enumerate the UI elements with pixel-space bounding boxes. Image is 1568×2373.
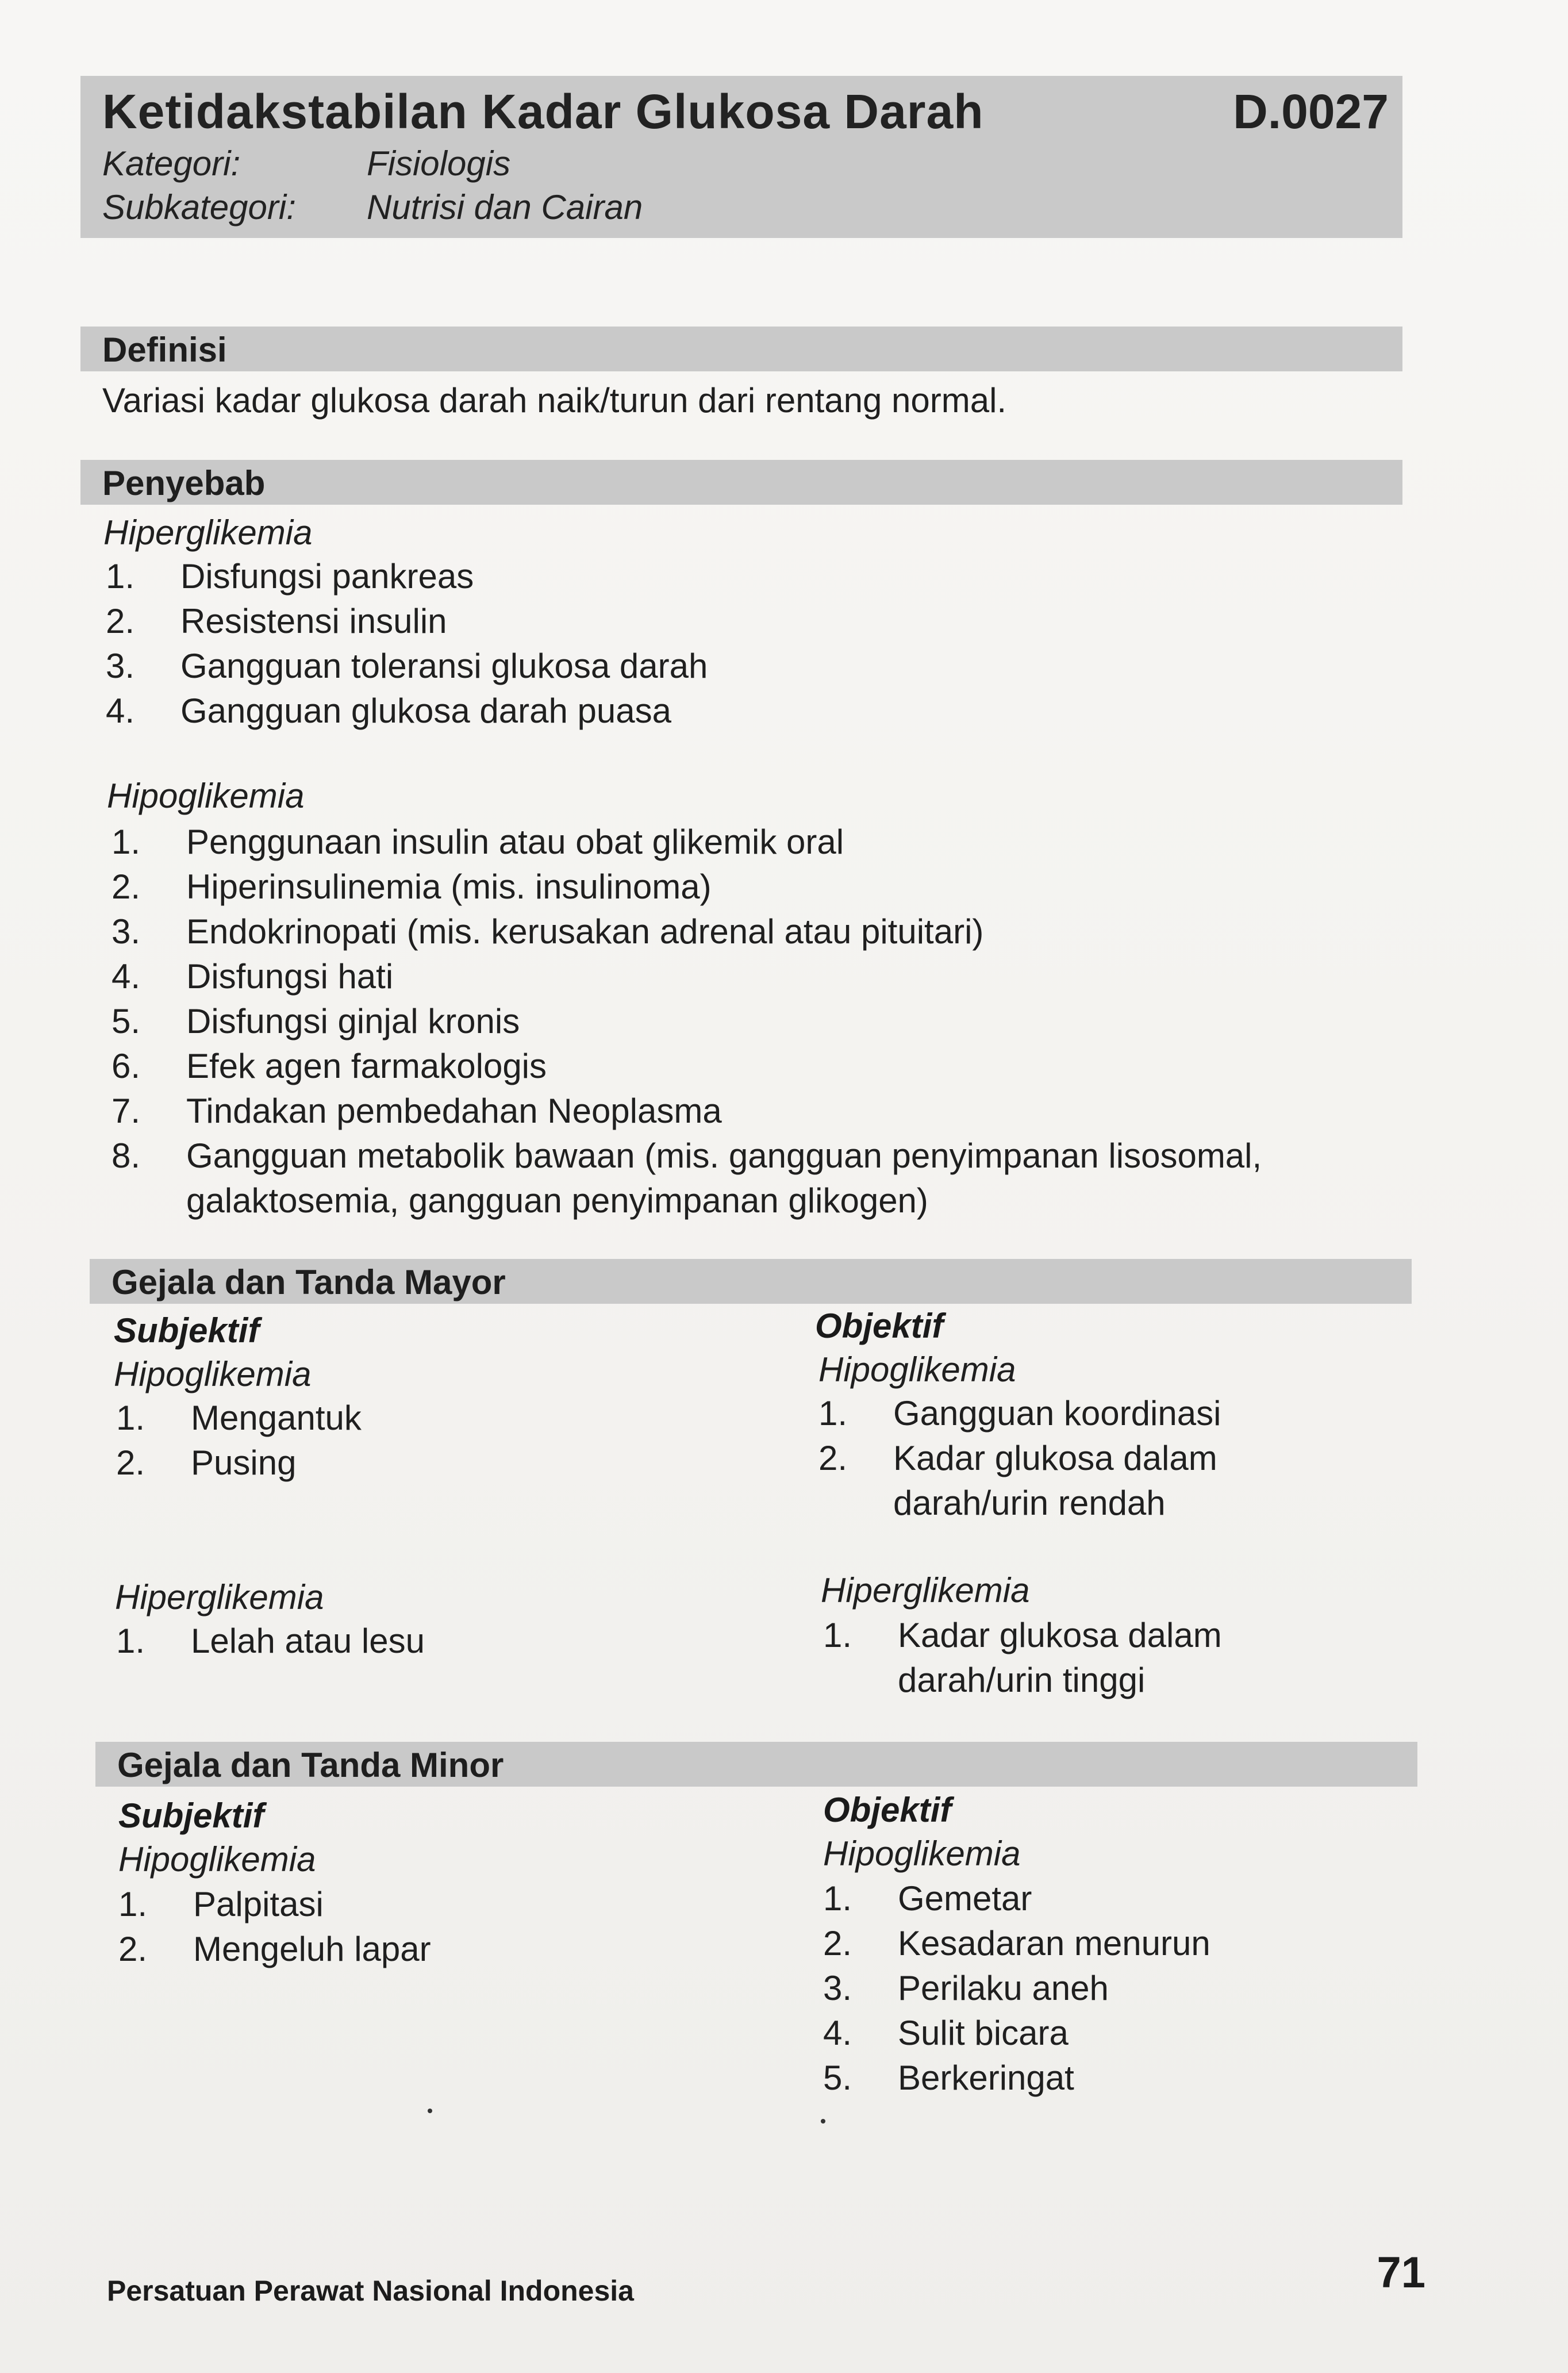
list-item [112,954,1262,999]
list-item-text: Lelah atau lesu [191,1622,425,1660]
list-item [116,1441,362,1485]
list-item-number: 1. [823,1616,852,1654]
subkategori-value: Nutrisi dan Cairan [367,188,643,226]
page-number: 71 [1377,2248,1425,2297]
list-item [112,820,1262,865]
mayor-subj-hipo-label: Hipoglikemia [114,1355,312,1393]
mayor-bar [90,1259,1412,1304]
list-item [116,1396,362,1441]
list-item-number: 2. [818,1439,848,1477]
list-item-number: 3. [112,912,141,951]
diagnosis-title: Ketidakstabilan Kadar Glukosa Darah [102,85,984,139]
list-item-number: 3. [106,647,135,685]
list-item-text: Gangguan metabolik bawaan (mis. gangguan penyimpanan lisosomal, galaktosemia, gangguan penyimpanan glikogen) [186,1136,1262,1220]
print-speck [821,2119,825,2124]
definisi-bar [80,327,1402,371]
list-item [106,644,708,689]
list-item-text: Gemetar [898,1879,1032,1918]
list-item-number: 1. [116,1622,145,1660]
print-speck [428,2109,432,2113]
list-item [118,1927,431,1972]
list-item-number: 1. [112,823,141,861]
penyebab-hiperglikemia-label: Hiperglikemia [103,513,313,552]
minor-objektif-label: Objektif [823,1791,952,1829]
list-item-text: Pusing [191,1443,297,1482]
list-item [112,1044,1262,1089]
list-item-number: 5. [823,2059,852,2097]
mayor-obj-hipo-label: Hipoglikemia [818,1350,1016,1389]
list-item [818,1436,1221,1526]
list-item-text: Gangguan koordinasi [893,1394,1221,1433]
minor-subjektif-label: Subjektif [118,1796,264,1835]
list-item [112,1134,1262,1223]
mayor-subj-hiper-label: Hiperglikemia [115,1578,324,1616]
list-item-text: Kadar glukosa dalam darah/urin rendah [893,1439,1217,1522]
diagnosis-code: D.0027 [1233,85,1389,139]
subkategori-label: Subkategori: [102,188,296,226]
list-item-text: Efek agen farmakologis [186,1047,547,1085]
definisi-text: Variasi kadar glukosa darah naik/turun dari rentang normal. [102,381,1007,420]
mayor-obj-hiper-list [823,1613,1222,1703]
mayor-subjektif-label: Subjektif [114,1311,260,1350]
list-item-text: Palpitasi [193,1885,324,1923]
kategori-label: Kategori: [102,144,241,183]
list-item-number: 4. [106,692,135,730]
list-item-number: 1. [118,1885,148,1923]
list-item-text: Kadar glukosa dalam darah/urin tinggi [898,1616,1222,1699]
list-item [823,1613,1222,1703]
list-item [112,909,1262,954]
minor-heading: Gejala dan Tanda Minor [117,1746,504,1784]
subkategori-row [102,187,643,227]
list-item-text: Mengeluh lapar [193,1930,431,1968]
list-item [823,1876,1210,1921]
list-item-text: Sulit bicara [898,2014,1069,2052]
list-item-number: 4. [823,2014,852,2052]
list-item [116,1619,425,1664]
publisher-name: Persatuan Perawat Nasional Indonesia [107,2275,634,2307]
list-item-number: 1. [823,1879,852,1918]
list-item-number: 7. [112,1092,141,1130]
list-item-text: Disfungsi pankreas [180,557,474,596]
list-item [118,1882,431,1927]
penyebab-hipoglikemia-list [112,820,1262,1223]
mayor-heading: Gejala dan Tanda Mayor [112,1263,506,1301]
list-item-number: 5. [112,1002,141,1040]
penyebab-hipoglikemia-label: Hipoglikemia [107,777,305,815]
penyebab-heading: Penyebab [102,464,266,502]
list-item [112,865,1262,909]
minor-subj-hipo-list [118,1882,431,1972]
list-item-number: 3. [823,1969,852,2007]
list-item-text: Mengantuk [191,1399,362,1437]
list-item-text: Resistensi insulin [180,602,447,640]
list-item-number: 4. [112,957,141,996]
penyebab-hiperglikemia-list [106,554,708,734]
list-item-number: 1. [116,1399,145,1437]
list-item-text: Endokrinopati (mis. kerusakan adrenal atau pituitari) [186,912,984,951]
list-item-text: Kesadaran menurun [898,1924,1210,1963]
list-item [823,2011,1210,2056]
list-item [106,554,708,599]
minor-subj-hipo-label: Hipoglikemia [118,1840,316,1879]
list-item [823,1966,1210,2011]
list-item-text: Disfungsi hati [186,957,394,996]
list-item [818,1391,1221,1436]
list-item-text: Tindakan pembedahan Neoplasma [186,1092,722,1130]
list-item-text: Gangguan glukosa darah puasa [180,692,672,730]
diagnosis-header [80,76,1402,238]
list-item [112,999,1262,1044]
list-item-number: 2. [118,1930,148,1968]
list-item-text: Berkeringat [898,2059,1074,2097]
list-item-number: 2. [112,867,141,906]
definisi-heading: Definisi [102,331,227,369]
list-item [112,1089,1262,1134]
list-item-number: 8. [112,1136,141,1175]
minor-obj-hipo-label: Hipoglikemia [823,1834,1021,1873]
list-item-text: Perilaku aneh [898,1969,1109,2007]
list-item-number: 2. [823,1924,852,1963]
mayor-subj-hipo-list [116,1396,362,1485]
mayor-subj-hiper-list [116,1619,425,1664]
mayor-objektif-label: Objektif [815,1307,944,1345]
mayor-obj-hiper-label: Hiperglikemia [821,1571,1030,1610]
kategori-value: Fisiologis [367,144,511,183]
list-item-text: Gangguan toleransi glukosa darah [180,647,708,685]
list-item-number: 1. [818,1394,848,1433]
kategori-row [102,144,510,183]
penyebab-bar [80,460,1402,505]
list-item-number: 2. [116,1443,145,1482]
list-item-text: Penggunaan insulin atau obat glikemik oral [186,823,844,861]
list-item-text: Hiperinsulinemia (mis. insulinoma) [186,867,712,906]
list-item-text: Disfungsi ginjal kronis [186,1002,520,1040]
list-item [823,2056,1210,2101]
minor-obj-hipo-list [823,1876,1210,2101]
list-item-number: 1. [106,557,135,596]
list-item [106,599,708,644]
minor-bar [95,1742,1417,1787]
list-item [823,1921,1210,1966]
list-item-number: 6. [112,1047,141,1085]
list-item-number: 2. [106,602,135,640]
mayor-obj-hipo-list [818,1391,1221,1526]
list-item [106,689,708,734]
